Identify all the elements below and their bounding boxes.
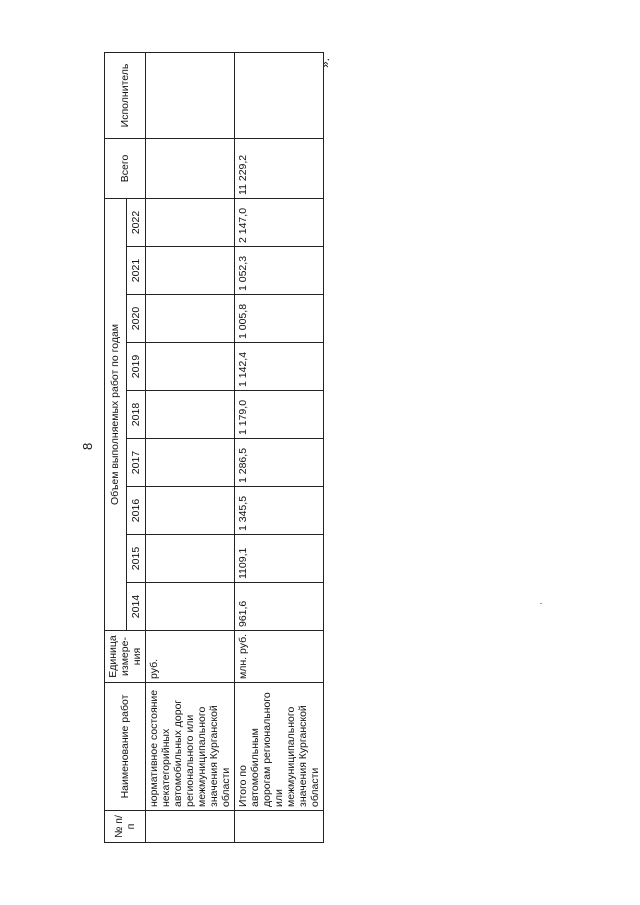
- row-unit: руб.: [146, 631, 235, 683]
- row-year-value: 1 005,8: [235, 295, 324, 343]
- closing-quote-mark: ».: [318, 57, 332, 68]
- scan-speck: [540, 603, 542, 604]
- row-year-value: 1 286,5: [235, 439, 324, 487]
- row-year-value: [146, 439, 235, 487]
- row-unit: млн. руб.: [235, 631, 324, 683]
- header-year: 2020: [126, 295, 145, 343]
- header-year: 2015: [126, 535, 145, 583]
- header-year: 2019: [126, 343, 145, 391]
- header-work-name: Наименование работ: [105, 683, 146, 811]
- page-number: 8: [80, 442, 95, 450]
- header-year: 2018: [126, 391, 145, 439]
- row-total: [146, 138, 235, 198]
- row-work-name: нормативное состояние некатегорийных автомобильных дорог регионального или межмуниципального значения Курганской области: [146, 683, 235, 811]
- row-year-value: [146, 391, 235, 439]
- row-executor: [146, 52, 235, 138]
- row-year-value: 1 345,5: [235, 487, 324, 535]
- row-year-value: 2 147,0: [235, 198, 324, 246]
- row-year-value: [146, 295, 235, 343]
- header-year: 2016: [126, 487, 145, 535]
- row-year-value: [146, 247, 235, 295]
- row-year-value: 961,6: [235, 583, 324, 631]
- row-year-value: 1 052,3: [235, 247, 324, 295]
- works-volume-table: [104, 52, 324, 843]
- header-year: 2014: [126, 583, 145, 631]
- header-unit: Единица измере-ния: [105, 631, 146, 683]
- header-number: № п/п: [105, 811, 146, 843]
- header-volume-by-years: Объем выполняемых работ по годам: [105, 198, 127, 630]
- row-year-value: [146, 487, 235, 535]
- row-work-name: Итого по автомобильным дорогам регионального или межмуниципального значения Курганской области: [235, 683, 324, 811]
- row-year-value: 1 142,4: [235, 343, 324, 391]
- row-year-value: [146, 535, 235, 583]
- row-year-value: [146, 583, 235, 631]
- table-row: [235, 52, 324, 842]
- row-year-value: [146, 343, 235, 391]
- header-executor: Исполнитель: [105, 52, 146, 138]
- header-year: 2022: [126, 198, 145, 246]
- row-year-value: [146, 198, 235, 246]
- header-year: 2021: [126, 247, 145, 295]
- row-year-value: 1109,1: [235, 535, 324, 583]
- row-executor: [235, 52, 324, 138]
- table-row: [146, 52, 235, 842]
- row-number: [235, 811, 324, 843]
- row-number: [146, 811, 235, 843]
- row-total: 11 229,2: [235, 138, 324, 198]
- header-total: Всего: [105, 138, 146, 198]
- rotated-table-wrapper: [104, 53, 321, 843]
- header-year: 2017: [126, 439, 145, 487]
- row-year-value: 1 179,0: [235, 391, 324, 439]
